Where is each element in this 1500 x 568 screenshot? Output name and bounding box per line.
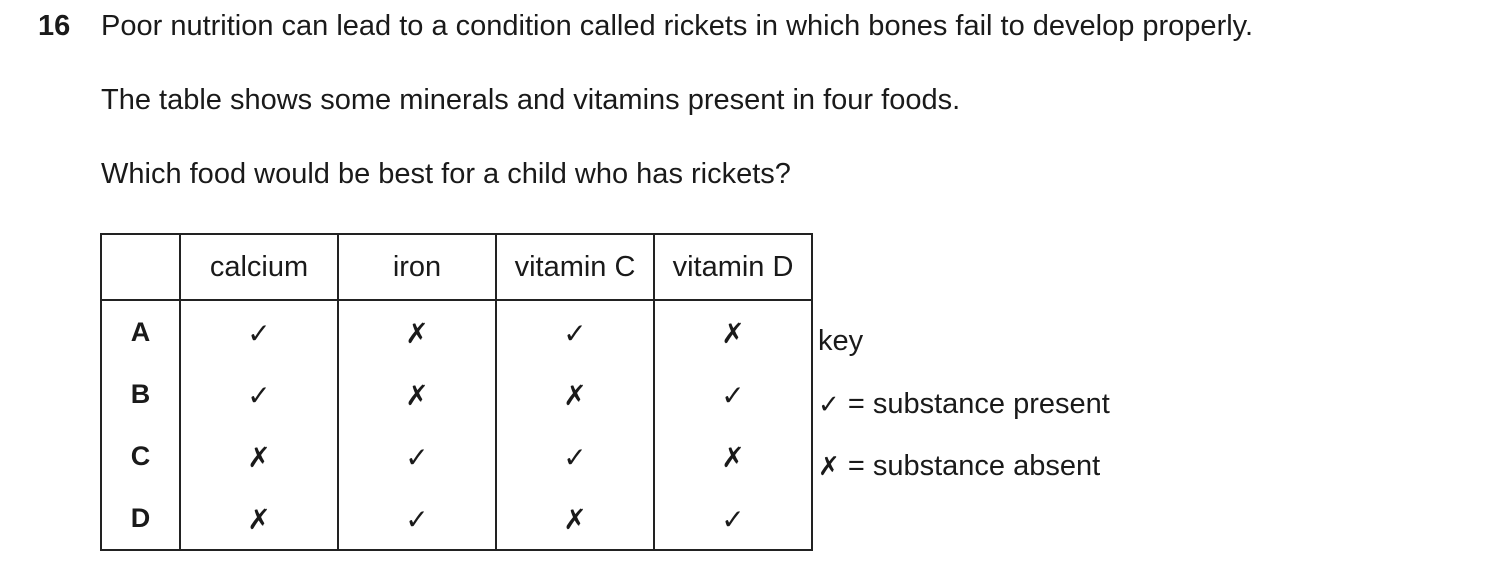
key-absent-text: = substance absent bbox=[847, 450, 1101, 482]
table-cell bbox=[338, 487, 496, 550]
vitamin-d-mark: ✗ bbox=[721, 441, 745, 474]
key-absent-entry bbox=[818, 448, 1100, 485]
iron-mark: ✗ bbox=[405, 379, 429, 412]
key-present-entry bbox=[818, 386, 1110, 423]
table-header-row bbox=[101, 234, 812, 300]
calcium-mark: ✓ bbox=[247, 317, 271, 350]
question-number: 16 bbox=[38, 10, 71, 42]
table-cell bbox=[180, 363, 338, 425]
iron-mark: ✓ bbox=[405, 441, 429, 474]
table-row bbox=[101, 363, 812, 425]
vitamin-c-mark: ✗ bbox=[563, 503, 587, 536]
table-cell bbox=[496, 487, 654, 550]
row-label: B bbox=[101, 363, 180, 425]
table-cell bbox=[654, 300, 812, 363]
iron-mark: ✓ bbox=[405, 503, 429, 536]
header-calcium: calcium bbox=[180, 234, 338, 300]
vitamin-d-mark: ✓ bbox=[721, 503, 745, 536]
table-cell bbox=[496, 363, 654, 425]
table-cell bbox=[654, 363, 812, 425]
table-cell bbox=[180, 425, 338, 487]
vitamin-c-mark: ✓ bbox=[563, 441, 587, 474]
key-title: key bbox=[818, 325, 864, 357]
table-cell bbox=[654, 425, 812, 487]
question-table-description: The table shows some minerals and vitamins present in four foods. bbox=[101, 84, 961, 116]
table-cell bbox=[338, 363, 496, 425]
table-cell bbox=[338, 425, 496, 487]
table-row bbox=[101, 425, 812, 487]
vitamin-d-mark: ✓ bbox=[721, 379, 745, 412]
header-iron: iron bbox=[338, 234, 496, 300]
vitamin-c-mark: ✓ bbox=[563, 317, 587, 350]
table-cell bbox=[180, 300, 338, 363]
table-cell bbox=[338, 300, 496, 363]
table-row bbox=[101, 487, 812, 550]
calcium-mark: ✗ bbox=[247, 503, 271, 536]
calcium-mark: ✓ bbox=[247, 379, 271, 412]
row-label: C bbox=[101, 425, 180, 487]
header-vitamin-c: vitamin C bbox=[496, 234, 654, 300]
iron-mark: ✗ bbox=[405, 317, 429, 350]
row-label: D bbox=[101, 487, 180, 550]
header-corner-cell bbox=[101, 234, 180, 300]
table-row bbox=[101, 300, 812, 363]
cross-mark-icon: ✗ bbox=[818, 452, 840, 482]
calcium-mark: ✗ bbox=[247, 441, 271, 474]
table-cell bbox=[496, 425, 654, 487]
foods-nutrient-table bbox=[100, 233, 813, 551]
key-present-text: = substance present bbox=[847, 388, 1110, 420]
check-mark-icon: ✓ bbox=[818, 390, 840, 420]
vitamin-c-mark: ✗ bbox=[563, 379, 587, 412]
table-cell bbox=[496, 300, 654, 363]
row-label: A bbox=[101, 300, 180, 363]
vitamin-d-mark: ✗ bbox=[721, 317, 745, 350]
table-cell bbox=[180, 487, 338, 550]
question-intro-text: Poor nutrition can lead to a condition called rickets in which bones fail to develop properly. bbox=[101, 10, 1254, 42]
question-prompt: Which food would be best for a child who has rickets? bbox=[101, 158, 791, 190]
table-cell bbox=[654, 487, 812, 550]
header-vitamin-d: vitamin D bbox=[654, 234, 812, 300]
